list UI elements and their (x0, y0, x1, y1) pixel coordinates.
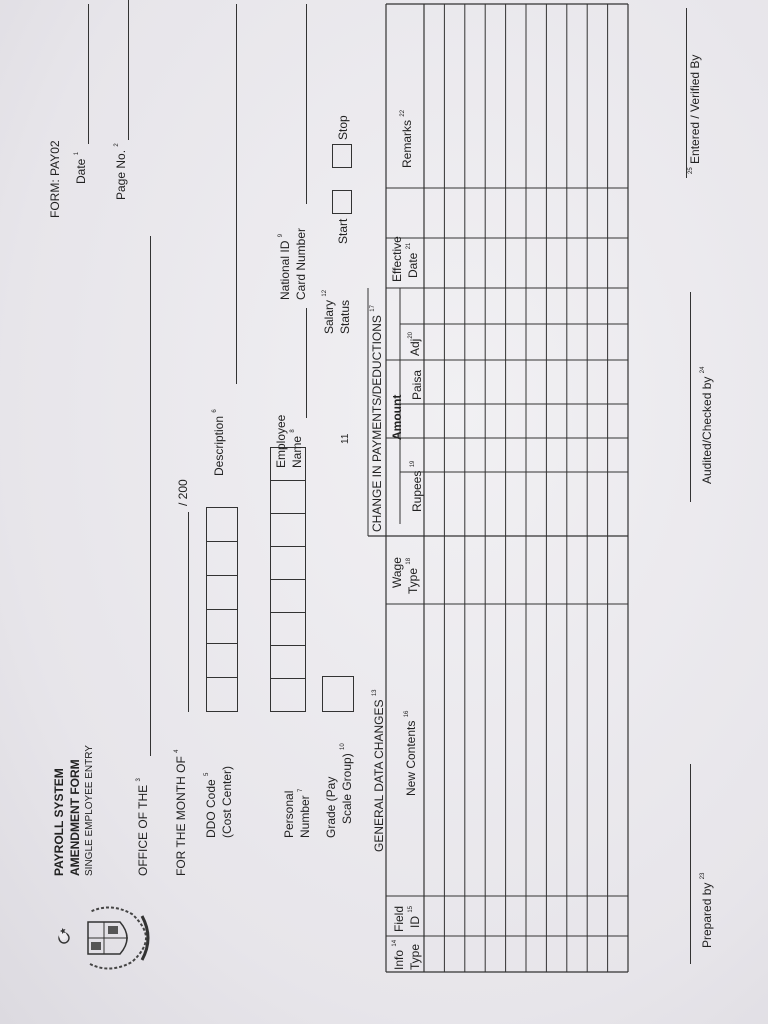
col-field-id-2: ID $^{15}$ (408, 905, 422, 928)
prepared-by-label: Prepared by $^{23}$ (700, 872, 714, 948)
col-field-id-1: Field (392, 905, 406, 932)
grade-label1: Grade (Pay (324, 776, 338, 838)
audited-by-label: Audited/Checked by $^{24}$ (700, 366, 714, 484)
col-paisa: Paisa (410, 369, 424, 400)
description-label: Description $^6$ (212, 409, 226, 476)
field-11-number: 11 (340, 433, 351, 444)
form-code: FORM: PAY02 (48, 140, 62, 218)
employee-name-label2: Name $^8$ (290, 429, 304, 468)
personal-number-label1: Personal (282, 790, 296, 838)
change-payments-heading: CHANGE IN PAYMENTS/DEDUCTIONS $^{17}$ (370, 305, 384, 532)
col-wage-type-2: Type $^{18}$ (406, 557, 420, 594)
general-data-changes-heading: GENERAL DATA CHANGES $^{13}$ (372, 689, 386, 852)
bleed-through-text: — — — — — — — — — — — — — — — (520, 696, 532, 904)
col-amount: Amount (390, 394, 404, 440)
form-subtitle: SINGLE EMPLOYEE ENTRY (84, 745, 95, 876)
personal-number-label2: Number $^7$ (298, 788, 312, 838)
col-effective-1: Effective (390, 236, 404, 282)
form-title-2: AMENDMENT FORM (68, 759, 82, 876)
year-suffix: / 200 (176, 479, 190, 506)
audited-by-line (690, 292, 691, 502)
col-wage-type-1: Wage (390, 557, 404, 588)
col-remarks: Remarks $^{22}$ (400, 109, 414, 168)
office-label: OFFICE OF THE $^3$ (136, 778, 150, 876)
grade-label2: Scale Group) $^{10}$ (340, 743, 354, 824)
stop-label: Stop (336, 115, 350, 140)
page-no-label: Page No. $^2$ (114, 143, 128, 200)
prepared-by-line (690, 764, 691, 964)
col-rupees: Rupees $^{19}$ (410, 460, 424, 512)
month-label: FOR THE MONTH OF $^4$ (174, 749, 188, 876)
col-effective-2: Date $^{21}$ (406, 242, 420, 278)
start-label: Start (336, 218, 350, 244)
entered-by-label: $^{25}$ Entered / Verified By (688, 54, 702, 174)
salary-status-label1: Salary $^{12}$ (322, 289, 336, 334)
national-id-label2: Card Number (294, 227, 308, 300)
ddo-cost-center-label: (Cost Center) (220, 765, 234, 838)
ddo-code-label: DDO Code $^5$ (204, 772, 218, 838)
col-new-contents: New Contents $^{16}$ (404, 710, 418, 796)
employee-name-label1: Employee (274, 414, 288, 468)
date-label: Date $^1$ (74, 151, 88, 184)
col-info-type-2: Type (408, 943, 422, 970)
salary-status-label2: Status (338, 299, 352, 334)
form-title-1: PAYROLL SYSTEM (52, 768, 66, 876)
entered-by-line (686, 8, 687, 178)
col-info-type-1: Info $^{14}$ (392, 939, 406, 970)
col-adj: Adj$^{20}$ (408, 331, 422, 356)
national-id-label1: National ID $^9$ (278, 233, 292, 300)
